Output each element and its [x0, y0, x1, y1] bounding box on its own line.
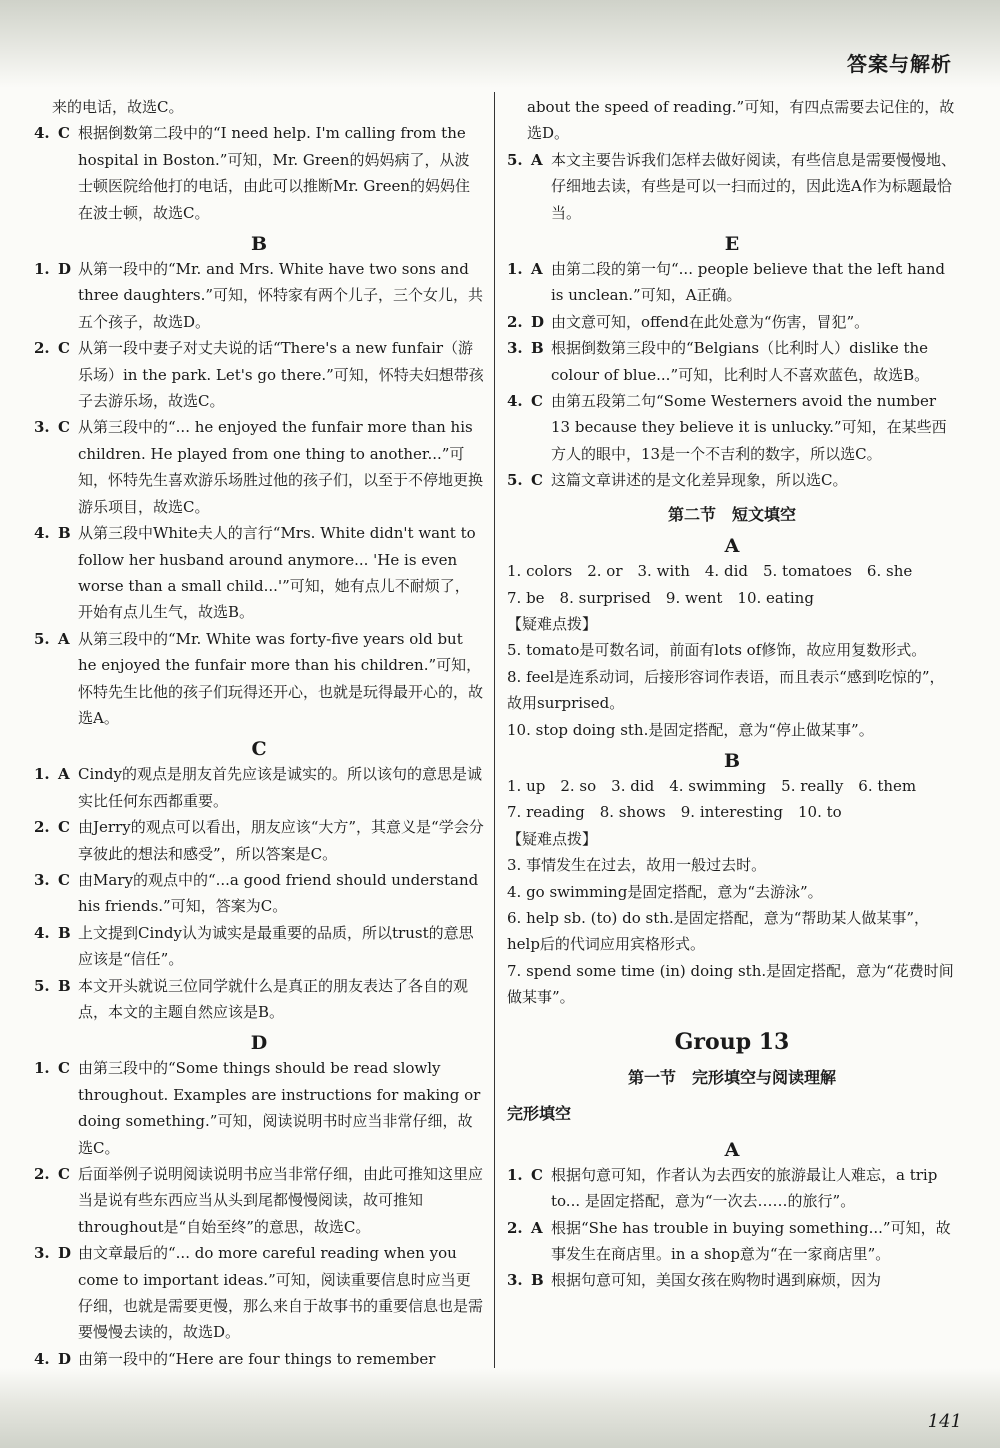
item-answer: C: [58, 339, 70, 358]
note-line: 8. feel是连系动词，后接形容词作表语，而且表示“感到吃惊的”，故用surprised。: [507, 667, 945, 713]
answer-item: [34, 1055, 484, 1161]
item-text: 后面举例子说明阅读说明书应当非常仔细，由此可推知这里应当是说有些东西应当从头到尾都慢慢阅读，故可推知throughout是“自始至终”的意思，故选C。: [78, 1165, 484, 1236]
item-answer: C: [531, 392, 543, 411]
item-text: 本文开头就说三位同学就什么是真正的朋友表达了各自的观点，本文的主题自然应该是B。: [78, 976, 469, 1021]
right-column: [507, 94, 957, 1294]
item-answer: A: [531, 1218, 543, 1237]
item-text: Cindy的观点是朋友首先应该是诚实的。所以该句的意思是诚实比任何东西都重要。: [78, 765, 483, 810]
item-number: 3.: [34, 418, 50, 437]
note-line: 5. tomato是可数名词，前面有lots of修饰，故应用复数形式。: [507, 641, 927, 660]
section-heading-d: D: [250, 1032, 268, 1055]
item-number: 2.: [507, 1218, 523, 1237]
answer-line: 1. up 2. so 3. did 4. swimming 5. really 6. them: [507, 776, 917, 795]
answer-line: 7. reading 8. shows 9. interesting 10. to: [507, 803, 842, 822]
item-answer: B: [58, 923, 71, 942]
item-number: 1.: [34, 765, 50, 784]
answer-item: [507, 256, 957, 309]
item-number: 4.: [34, 124, 50, 143]
answer-item: [507, 335, 957, 388]
item-text: 根据倒数第二段中的“I need help. I'm calling from the hospital in Boston.”可知，Mr. Green的妈妈病了，从波士顿医院给他打的电话，由此可以推断Mr. Green的妈妈住在波士顿，故选C。: [78, 124, 470, 222]
item-answer: A: [58, 629, 70, 648]
answer-item: [34, 520, 484, 626]
section-title-cloze-fill: 第二节 短文填空: [667, 504, 796, 524]
item-text: 由第五段第二句“Some Westerners avoid the number 13 because they believe it is unlucky.”可知，在某些西方人的眼中，13是一个不吉利的数字，所以选C。: [551, 392, 947, 463]
section-title-cloze-reading: 第一节 完形填空与阅读理解: [627, 1068, 836, 1087]
item-text: 这篇文章讲述的是文化差异现象，所以选C。: [551, 471, 848, 490]
item-text: 由文意可知，offend在此处意为“伤害，冒犯”。: [551, 312, 870, 331]
item-answer: C: [58, 870, 70, 889]
item-number: 5.: [34, 629, 50, 648]
answer-item: [34, 1240, 484, 1346]
item-answer: B: [58, 976, 71, 995]
item-text: 由文章最后的“... do more careful reading when you come to important ideas.”可知，阅读重要信息时应当更仔细，也就是需要更慢，那么来自于故事书的重要信息也是需要慢慢去读的，故选D。: [78, 1244, 484, 1342]
item-number: 4.: [507, 392, 523, 411]
item-number: 2.: [34, 1165, 50, 1184]
item-number: 5.: [507, 471, 523, 490]
item-answer: B: [531, 339, 544, 358]
item-answer: D: [58, 260, 72, 279]
section-heading-b: B: [250, 233, 268, 256]
item-answer: D: [531, 312, 545, 331]
answer-item: [507, 1215, 957, 1268]
item-answer: D: [58, 1349, 72, 1368]
item-text: 上文提到Cindy认为诚实是最重要的品质，所以trust的意思应该是“信任”。: [78, 923, 474, 969]
page-header: [0, 0, 1000, 88]
item-number: 3.: [507, 339, 523, 358]
item-number: 3.: [34, 870, 50, 889]
item-text: 由Jerry的观点可以看出，朋友应该“大方”，其意义是“学会分享彼此的想法和感受”，所以答案是C。: [78, 818, 484, 863]
continuation-text: about the speed of reading.”可知，有四点需要去记住的，故选D。: [527, 98, 955, 143]
item-text: 从第三段中的“Mr. White was forty-five years old but he enjoyed the funfair more than his children.”可知，怀特先生比他的孩子们玩得还开心，也就是玩得最开心的，故选A。: [78, 629, 484, 727]
answer-item: [507, 467, 957, 493]
item-answer: A: [531, 150, 543, 169]
item-number: 4.: [34, 1349, 50, 1368]
item-answer: A: [58, 765, 70, 784]
answer-item: [507, 309, 957, 335]
item-number: 1.: [507, 260, 523, 279]
item-answer: A: [531, 260, 543, 279]
item-answer: C: [58, 124, 70, 143]
item-answer: C: [531, 1165, 543, 1184]
item-text: 根据句意可知，作者认为去西安的旅游最让人难忘，a trip to... 是固定搭配，意为“一次去……的旅行”。: [551, 1165, 938, 1211]
item-number: 1.: [507, 1165, 523, 1184]
note-line: 4. go swimming是固定搭配，意为“去游泳”。: [507, 882, 823, 901]
group-title: Group 13: [674, 1028, 790, 1055]
note-line: 6. help sb. (to) do sth.是固定搭配，意为“帮助某人做某事”，help后的代词应用宾格形式。: [507, 908, 930, 954]
section-heading-a: A: [724, 1138, 740, 1161]
item-answer: C: [58, 1059, 70, 1078]
item-number: 3.: [507, 1271, 523, 1290]
note-line: 10. stop doing sth.是固定搭配，意为“停止做某事”。: [507, 720, 874, 739]
cloze-heading: 完形填空: [507, 1104, 572, 1124]
item-text: 根据句意可知，美国女孩在购物时遇到麻烦，因为: [551, 1271, 882, 1290]
item-text: 从第三段中的“... he enjoyed the funfair more than his children. He played from one thing to another...”可知，怀特先生喜欢游乐场胜过他的孩子们，以至于不停地更换游乐项目，故选C。: [78, 418, 484, 516]
answer-item: [507, 1267, 957, 1293]
tips-tag: 【疑难点拨】: [507, 829, 598, 848]
header-title: 答案与解析: [847, 52, 952, 76]
item-number: 3.: [34, 1244, 50, 1263]
item-text: 根据“She has trouble in buying something...”可知，故事发生在商店里。in a shop意为“在一家商店里”。: [551, 1218, 951, 1264]
page-footer: [0, 1368, 1000, 1448]
section-heading-e: E: [724, 233, 740, 256]
item-number: 2.: [34, 339, 50, 358]
item-number: 4.: [34, 923, 50, 942]
item-text: 根据倒数第三段中的“Belgians（比利时人）dislike the colour of blue...”可知，比利时人不喜欢蓝色，故选B。: [551, 339, 930, 384]
section-heading-a: A: [724, 535, 740, 558]
answer-item: [34, 256, 484, 335]
section-heading-c: C: [251, 738, 267, 761]
note-line: 3. 事情发生在过去，故用一般过去时。: [507, 856, 767, 875]
item-number: 5.: [34, 976, 50, 995]
item-number: 2.: [34, 818, 50, 837]
item-answer: C: [58, 818, 70, 837]
answer-item: [507, 388, 957, 467]
item-answer: D: [58, 1244, 72, 1263]
item-text: 由第一段中的“Here are four things to remember: [78, 1349, 436, 1368]
item-number: 4.: [34, 524, 50, 543]
item-answer: B: [58, 524, 71, 543]
item-text: 由第二段的第一句“... people believe that the left hand is unclean.”可知，A正确。: [551, 260, 946, 305]
item-text: 由第三段中的“Some things should be read slowly throughout. Examples are instructions for making or doing something.”可知，阅读说明书时应当非常仔细，故选C。: [78, 1059, 481, 1157]
section-heading-b: B: [723, 749, 741, 772]
item-number: 5.: [507, 150, 523, 169]
answer-item: [34, 920, 484, 973]
item-number: 1.: [34, 1059, 50, 1078]
note-line: 7. spend some time (in) doing sth.是固定搭配，意为“花费时间做某事”。: [507, 961, 954, 1007]
item-answer: B: [531, 1271, 544, 1290]
answer-item: [34, 973, 484, 1026]
answer-item: [507, 147, 957, 226]
tips-tag: 【疑难点拨】: [507, 614, 598, 633]
answer-item: [34, 414, 484, 520]
answer-item: [34, 761, 484, 814]
answer-item: [507, 1162, 957, 1215]
answer-item: [34, 626, 484, 732]
item-text: 由Mary的观点中的“...a good friend should understand his friends.”可知，答案为C。: [78, 870, 479, 916]
item-text: 从第一段中妻子对丈夫说的话“There's a new funfair（游乐场）in the park. Let's go there.”可知，怀特夫妇想带孩子去游乐场，故选C。: [78, 339, 484, 411]
left-column: [34, 94, 484, 1372]
answer-item: [34, 1161, 484, 1240]
continuation-text: 来的电话，故选C。: [52, 98, 184, 116]
item-answer: C: [58, 418, 70, 437]
page-number: 141: [927, 1411, 962, 1432]
item-text: 从第一段中的“Mr. and Mrs. White have two sons and three daughters.”可知，怀特家有两个儿子，三个女儿，共五个孩子，故选D。: [78, 260, 484, 331]
item-number: 2.: [507, 312, 523, 331]
answer-item: [34, 814, 484, 867]
item-text: 本文主要告诉我们怎样去做好阅读，有些信息是需要慢慢地、仔细地去读，有些是可以一扫而过的，因此选A作为标题最恰当。: [551, 150, 957, 222]
item-answer: C: [58, 1165, 70, 1184]
column-divider: [494, 92, 495, 1374]
answer-line: 7. be 8. surprised 9. went 10. eating: [507, 588, 814, 607]
item-number: 1.: [34, 260, 50, 279]
item-text: 从第三段中White夫人的言行“Mrs. White didn't want to follow her husband around anymore... 'He is even worse than a small child...'”可知，她有点儿不耐烦了，开始有点儿生气，故选B。: [78, 524, 476, 622]
answer-item: [34, 867, 484, 920]
item-answer: C: [531, 471, 543, 490]
answer-item: [34, 335, 484, 414]
answer-item: [34, 120, 484, 226]
answer-line: 1. colors 2. or 3. with 4. did 5. tomatoes 6. she: [507, 562, 913, 581]
